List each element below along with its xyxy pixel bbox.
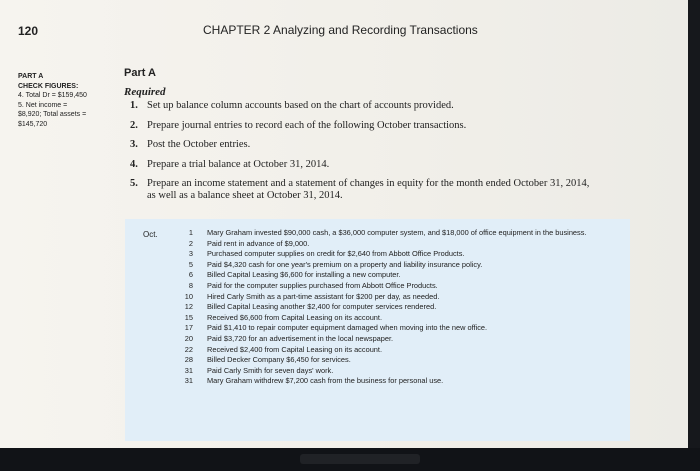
transaction-row (173, 281, 623, 292)
transaction-text: Paid $1,410 to repair computer equipment damaged when moving into the new office. (207, 323, 488, 333)
requirement-number: 4. (130, 158, 138, 170)
transaction-day: 10 (184, 291, 193, 301)
transaction-row (173, 334, 623, 345)
note-heading-part: PART A (18, 73, 44, 80)
blurred-content (300, 454, 420, 464)
requirement-text: Prepare an income statement and a statement of changes in equity for the month ended October 31, 2014, as well as a balance sheet at October 31, 2014. (147, 178, 590, 201)
page-number: 120 (18, 24, 39, 38)
transaction-day: 17 (184, 323, 193, 333)
requirement-text: Prepare journal entries to record each of the following October transactions. (147, 119, 467, 131)
requirement-text: Prepare a trial balance at October 31, 2014. (147, 158, 330, 170)
transaction-text: Billed Decker Company $6,450 for services. (207, 355, 351, 365)
note-heading-check: CHECK FIGURES: (18, 82, 79, 90)
requirement-text: Set up balance column accounts based on the chart of accounts provided. (147, 100, 454, 111)
part-label: Part A (124, 67, 156, 79)
transaction-row (173, 239, 623, 250)
requirement-number: 3. (130, 139, 138, 150)
requirement-item (130, 159, 600, 171)
transaction-text: Billed Capital Leasing $6,600 for installing a new computer. (207, 270, 401, 280)
check-figures-note (18, 72, 118, 129)
transaction-text: Paid Carly Smith for seven days' work. (207, 365, 334, 375)
required-label: Required (124, 86, 166, 98)
bottom-dark-strip (0, 448, 700, 471)
note-line: 4. Total Dr = $159,450 (18, 92, 87, 99)
transaction-text: Billed Capital Leasing another $2,400 for computer services rendered. (207, 302, 437, 312)
requirement-text: Post the October entries. (147, 139, 251, 150)
transaction-row (173, 292, 623, 303)
note-line: $145,720 (18, 120, 48, 128)
transaction-day: 28 (184, 355, 193, 365)
transaction-day: 3 (188, 249, 193, 259)
transaction-text: Mary Graham withdrew $7,200 cash from the business for personal use. (207, 376, 444, 386)
transaction-text: Paid $3,720 for an advertisement in the local newspaper. (207, 333, 394, 343)
transaction-text: Received $2,400 from Capital Leasing on its account. (207, 344, 383, 354)
transaction-row (173, 228, 623, 239)
transaction-row (173, 260, 623, 271)
transaction-day: 31 (184, 376, 193, 386)
transaction-day: 1 (188, 228, 193, 237)
transaction-day: 22 (184, 344, 193, 354)
transaction-row (173, 366, 623, 377)
transaction-row (173, 249, 623, 260)
transaction-row (173, 355, 623, 366)
transaction-text: Paid rent in advance of $9,000. (207, 238, 310, 248)
requirement-item (130, 100, 600, 112)
transaction-text: Mary Graham invested $90,000 cash, a $36,000 computer system, and $18,000 of office equipment in the business. (207, 228, 587, 237)
transaction-day: 2 (188, 238, 193, 248)
transaction-row (173, 313, 623, 324)
requirement-number: 1. (130, 100, 138, 111)
note-line: 5. Net income = (18, 101, 68, 109)
note-line: $8,920; Total assets = (18, 111, 87, 118)
transaction-day: 6 (188, 270, 193, 280)
transaction-text: Received $6,600 from Capital Leasing on its account. (207, 312, 383, 322)
transaction-day: 15 (184, 312, 193, 322)
chapter-title: CHAPTER 2 Analyzing and Recording Transactions (203, 23, 478, 37)
requirements-list (130, 100, 600, 210)
transaction-row (173, 376, 623, 387)
transaction-day: 31 (184, 365, 193, 375)
transactions-list (173, 228, 623, 387)
transactions-box (125, 219, 630, 441)
requirement-item (130, 139, 600, 151)
transaction-day: 5 (188, 259, 193, 269)
transaction-day: 8 (188, 280, 193, 290)
requirement-number: 5. (130, 178, 138, 189)
transaction-row (173, 323, 623, 334)
transaction-text: Paid $4,320 cash for one year's premium on a property and liability insurance policy. (207, 259, 483, 269)
transaction-text: Purchased computer supplies on credit for $2,640 from Abbott Office Products. (207, 249, 465, 259)
transaction-row (173, 270, 623, 281)
requirement-item (130, 178, 600, 202)
transaction-day: 20 (184, 333, 193, 343)
transaction-row (173, 345, 623, 356)
transaction-day: 12 (184, 302, 193, 312)
transaction-text: Paid for the computer supplies purchased from Abbott Office Products. (207, 280, 438, 290)
transaction-row (173, 302, 623, 313)
requirement-number: 2. (130, 119, 138, 131)
requirement-item (130, 120, 600, 132)
month-label: Oct. (143, 230, 158, 239)
transaction-text: Hired Carly Smith as a part-time assistant for $200 per day, as needed. (207, 291, 440, 301)
